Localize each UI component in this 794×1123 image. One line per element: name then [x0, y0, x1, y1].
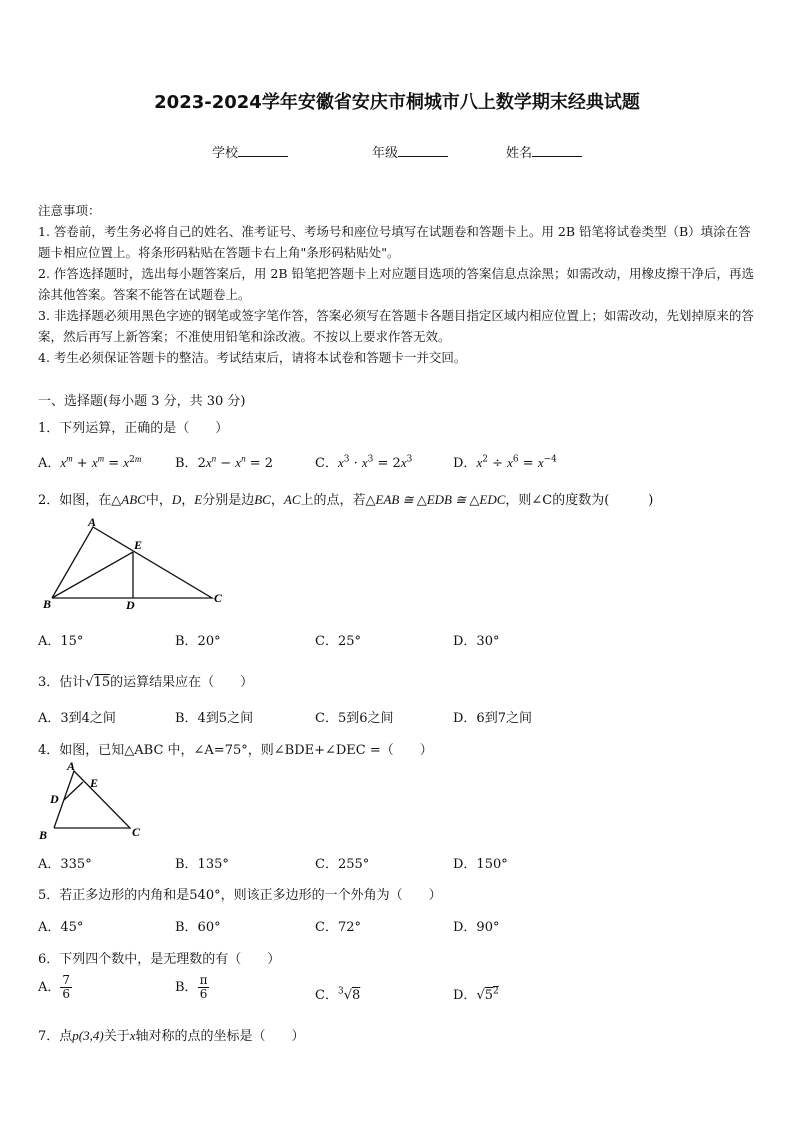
q4-option-b: B．135° — [175, 857, 229, 872]
q3-option-a: A．3到4之间 — [38, 711, 116, 726]
q2-option-c: C．25° — [315, 634, 361, 649]
q6-option-b: B． $\frac{\pi}{6}$ — [175, 973, 208, 1001]
question-2-stem: 2．如图，在△ABC中，D，E分别是边BC，AC上的点，若△EAB ≅ △EDB ≅ △EDC，则∠C的度数为( ) — [38, 492, 654, 508]
q6-option-c: C．$^3$√8 — [315, 986, 361, 1003]
q1-option-b: B．$2x^n - x^n = 2$ — [175, 453, 274, 471]
notice-item-1: 1. 答卷前，考生务必将自己的姓名、准考证号、考场号和座位号填写在试题卷和答题卡上。用 2B 铅笔将试卷类型（B）填涂在答题卡相应位置上。将条形码粘贴在答题卡右上角"条形码粘贴处"。 — [38, 224, 751, 260]
q1-option-a: A．$x^m + x^m = x^{2m}$ — [38, 453, 142, 471]
q2-label-a: A — [88, 515, 97, 529]
q2-label-b: B — [43, 597, 52, 611]
q3-option-d: D．6到7之间 — [453, 711, 532, 726]
school-field: 学校 — [212, 142, 288, 161]
q4-label-a: A — [67, 760, 76, 773]
question-1-stem: 1．下列运算，正确的是（ ） — [38, 421, 229, 436]
q3-option-c: C．5到6之间 — [315, 711, 394, 726]
q3-option-b: B．4到5之间 — [175, 711, 254, 726]
notice-block — [38, 200, 758, 368]
q5-option-a: A．45° — [38, 920, 84, 935]
q1-option-d: D．$x^2 \div x^6 = x^{-4}$ — [453, 454, 557, 471]
q2-option-b: B．20° — [175, 634, 221, 649]
question-5-stem: 5．若正多边形的内角和是540°，则该正多边形的一个外角为（ ） — [38, 888, 442, 903]
q6-option-d: D．$√5^2$ — [453, 986, 499, 1003]
question-4-stem: 4．如图，已知△ABC 中，∠A=75°，则∠BDE+∠DEC =（ ） — [38, 743, 433, 758]
q4-option-d: D．150° — [453, 857, 508, 872]
q4-label-c: C — [132, 825, 141, 839]
q4-label-d: D — [50, 792, 59, 806]
section-heading: 一、选择题(每小题 3 分，共 30 分) — [38, 394, 246, 409]
page-title: 2023-2024学年安徽省安庆市桐城市八上数学期末经典试题 — [154, 92, 640, 113]
q2-triangle-figure — [40, 515, 230, 611]
q5-option-d: D．90° — [453, 920, 500, 935]
q5-option-c: C．72° — [315, 920, 361, 935]
q6-option-a: A． $\frac{7}{6}$ — [38, 973, 71, 1001]
name-field: 姓名 — [506, 142, 582, 161]
q5-option-b: B．60° — [175, 920, 221, 935]
q4-label-e: E — [90, 776, 99, 790]
q2-label-d: D — [126, 598, 135, 611]
grade-field: 年级 — [372, 142, 448, 161]
q2-option-a: A．15° — [38, 634, 84, 649]
question-7-stem: 7．点p(3,4)关于x轴对称的点的坐标是（ ） — [38, 1028, 305, 1044]
notice-item-2: 2. 作答选择题时，选出每小题答案后，用 2B 铅笔把答题卡上对应题目选项的答案信息点涂黑；如需改动，用橡皮擦干净后，再选涂其他答案。答案不能答在试题卷上。 — [38, 266, 754, 302]
q4-option-c: C．255° — [315, 857, 370, 872]
q2-option-d: D．30° — [453, 634, 500, 649]
notice-item-4: 4. 考生必须保证答题卡的整洁。考试结束后，请将本试卷和答题卡一并交回。 — [38, 350, 467, 365]
q4-option-a: A．335° — [38, 857, 92, 872]
q4-label-b: B — [39, 828, 48, 842]
q1-option-c: C．$x^3 \cdot x^3 = 2x^3$ — [315, 454, 413, 471]
notice-heading: 注意事项： — [38, 203, 101, 218]
q2-label-c: C — [214, 591, 223, 605]
question-6-stem: 6．下列四个数中，是无理数的有（ ） — [38, 952, 281, 967]
q4-triangle-figure — [36, 760, 148, 844]
q2-label-e: E — [134, 538, 143, 552]
question-3-stem: 3．估计√15的运算结果应在（ ） — [38, 675, 254, 690]
notice-item-3: 3. 非选择题必须用黑色字迹的钢笔或签字笔作答，答案必须写在答题卡各题目指定区域内相应位置上；如需改动，先划掉原来的答案，然后再写上新答案；不准使用铅笔和涂改液。不按以上要求作答无效。 — [38, 308, 754, 344]
